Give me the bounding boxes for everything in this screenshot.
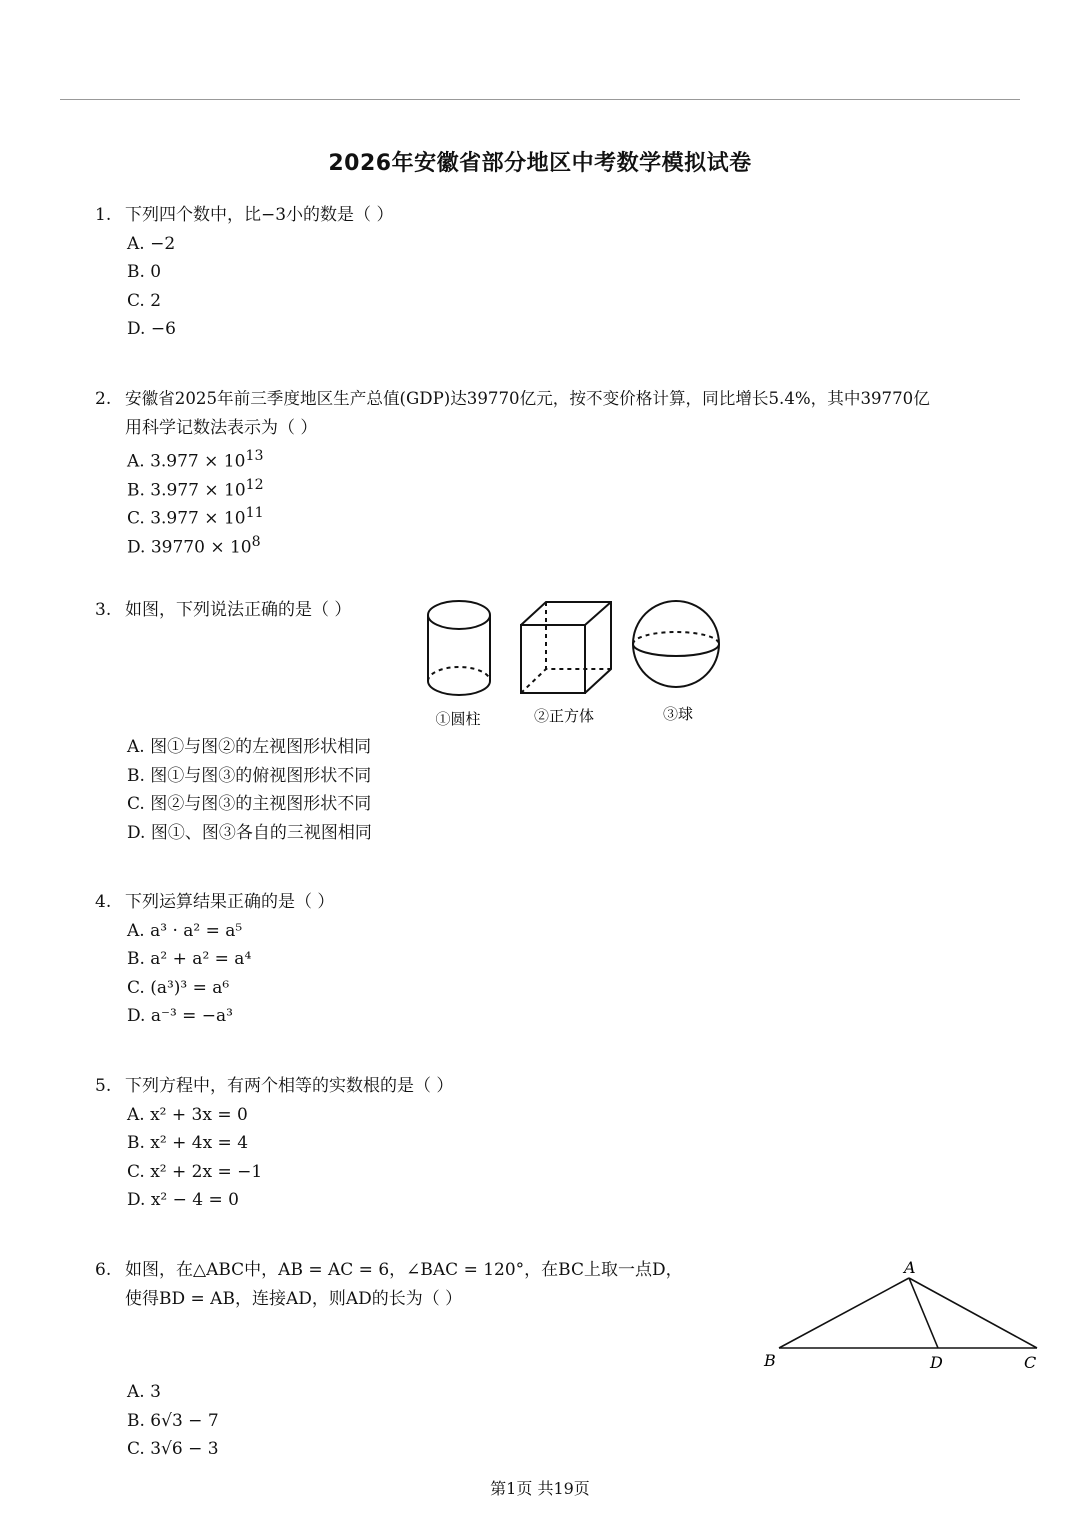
question-number: 6. [95, 1260, 112, 1280]
question-stem-line-1: 安徽省2025年前三季度地区生产总值(GDP)达39770亿元，按不变价格计算，同比增长5.4%，其中39770亿 [125, 389, 930, 408]
figure-label-cube: ②正方体 [533, 707, 595, 725]
option-b: B. 图①与图③的俯视图形状不同 [127, 765, 372, 786]
question-stem-line-2: 用科学记数法表示为（ ） [125, 417, 318, 438]
option-c: C. 图②与图③的主视图形状不同 [127, 794, 372, 814]
option-a [127, 442, 930, 471]
option-b: B. a² + a² = a⁴ [127, 949, 252, 969]
option-a: A. 图①与图②的左视图形状相同 [127, 737, 372, 757]
option-d: D. −6 [127, 319, 176, 339]
sphere-shape [633, 601, 719, 687]
vertex-label-b: B [764, 1351, 776, 1370]
option-b: B. 6√3 − 7 [127, 1410, 219, 1431]
question-3 [95, 596, 351, 625]
question-number: 4. [95, 892, 112, 912]
question-stem: 如图，下列说法正确的是（ ） [125, 600, 352, 620]
segment-ad [909, 1278, 938, 1348]
option-b-base: B. 3.977 × 10 [127, 480, 246, 501]
option-d-base: D. 39770 × 10 [127, 537, 252, 558]
question-6-options [95, 1378, 219, 1464]
option-c: C. x² + 2x = −1 [127, 1161, 263, 1182]
option-a: A. a³ · a² = a⁵ [127, 920, 243, 941]
question-3-options [95, 733, 372, 847]
triangle-abc [779, 1278, 1037, 1348]
question-2 [95, 385, 930, 556]
option-a-exponent: 13 [245, 448, 264, 464]
question-stem: 下列运算结果正确的是（ ） [125, 892, 335, 912]
question-stem-line-1: 如图，在△ABC中，AB = AC = 6，∠BAC = 120°，在BC上取一点D， [125, 1260, 683, 1280]
solids-figure [410, 595, 730, 735]
option-d-exponent: 8 [251, 533, 261, 550]
question-1 [95, 201, 393, 344]
option-a: A. −2 [127, 233, 176, 254]
option-c [127, 499, 930, 528]
vertex-label-a: A [904, 1258, 916, 1277]
figure-label-sphere: ③球 [662, 705, 694, 723]
page-title: 2026年安徽省部分地区中考数学模拟试卷 [328, 151, 752, 176]
vertex-label-d: D [930, 1353, 943, 1372]
option-c-base: C. 3.977 × 10 [127, 508, 246, 529]
option-a-base: A. 3.977 × 10 [127, 451, 246, 472]
cube-shape [521, 602, 611, 693]
question-stem: 下列方程中，有两个相等的实数根的是（ ） [125, 1076, 454, 1096]
question-stem: 下列四个数中，比−3小的数是（ ） [125, 205, 394, 225]
option-b-exponent: 12 [245, 476, 264, 493]
header-rule [60, 99, 1020, 100]
question-number: 2. [95, 389, 112, 409]
question-number: 3. [95, 600, 112, 620]
option-d: D. x² − 4 = 0 [127, 1190, 239, 1210]
cylinder-shape [428, 601, 490, 695]
page-footer: 第1页 共19页 [490, 1479, 590, 1498]
question-5 [95, 1072, 453, 1215]
question-number: 1. [95, 205, 112, 225]
option-c: C. (a³)³ = a⁶ [127, 977, 230, 998]
question-6 [95, 1256, 683, 1313]
option-b: B. x² + 4x = 4 [127, 1133, 249, 1153]
option-b [127, 471, 930, 500]
figure-label-cylinder: ①圆柱 [435, 710, 481, 728]
option-d [127, 528, 930, 557]
option-d: D. 图①、图③各自的三视图相同 [127, 822, 372, 843]
option-a: A. x² + 3x = 0 [127, 1104, 248, 1125]
question-stem-line-2: 使得BD = AB，连接AD，则AD的长为（ ） [125, 1288, 463, 1309]
question-4 [95, 888, 334, 1031]
option-c: C. 2 [127, 290, 162, 311]
option-b: B. 0 [127, 262, 162, 282]
vertex-label-c: C [1024, 1353, 1037, 1372]
triangle-figure [755, 1255, 1050, 1375]
option-a: A. 3 [127, 1382, 161, 1402]
option-c: C. 3√6 − 3 [127, 1439, 219, 1459]
question-number: 5. [95, 1076, 112, 1096]
option-c-exponent: 11 [245, 505, 264, 521]
option-d: D. a⁻³ = −a³ [127, 1006, 234, 1026]
